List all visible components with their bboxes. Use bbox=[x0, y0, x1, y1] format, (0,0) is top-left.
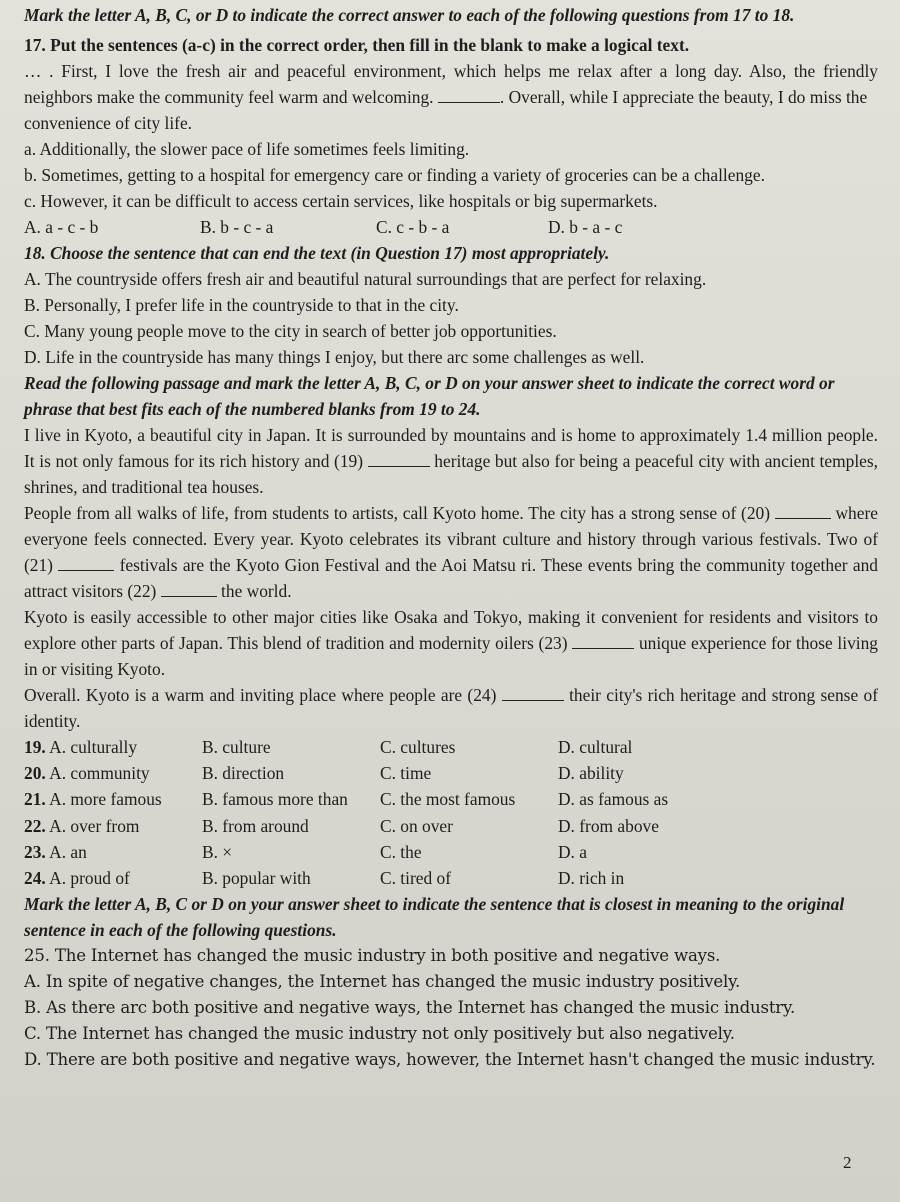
option-17-b[interactable]: B. b - c - a bbox=[200, 217, 274, 237]
option-17-c[interactable]: C. c - b - a bbox=[376, 217, 450, 237]
option-21-a[interactable]: 21. A. more famous bbox=[24, 789, 162, 810]
option-23-d[interactable]: D. a bbox=[558, 841, 587, 862]
question-25-stem: 25. The Internet has changed the music industry in both positive and negative ways. bbox=[24, 946, 721, 966]
option-22-a[interactable]: 22. A. over from bbox=[24, 815, 140, 836]
option-25-c[interactable]: C. The Internet has changed the music industry not only positively but also negatively. bbox=[24, 1024, 735, 1044]
blank-21 bbox=[58, 556, 114, 571]
instruction-25: Mark the letter A, B, C or D on your answer sheet to indicate the sentence that is closest in meaning to the original sentence in each of the following questions. bbox=[24, 894, 845, 941]
sentence-c: c. However, it can be difficult to access certain services, like hospitals or big supermarkets. bbox=[24, 191, 658, 211]
option-18-c[interactable]: C. Many young people move to the city in search of better job opportunities. bbox=[24, 321, 557, 341]
instruction-19-24: Read the following passage and mark the letter A, B, C, or D on your answer sheet to indicate the correct word or phrase that best fits each of the numbered blanks from 19 to 24. bbox=[24, 373, 835, 419]
option-22-c[interactable]: C. on over bbox=[380, 815, 453, 836]
passage-paragraph-4: Overall. Kyoto is a warm and inviting place where people are (24) their city's rich heritage and strong sense of identity. bbox=[24, 685, 878, 731]
instruction-17-18: Mark the letter A, B, C, or D to indicate the correct answer to each of the following questions from 17 to 18. bbox=[24, 5, 795, 25]
option-24-b[interactable]: B. popular with bbox=[202, 868, 311, 889]
option-24-c[interactable]: C. tired of bbox=[380, 868, 451, 889]
question-17-options bbox=[24, 214, 878, 240]
blank-23 bbox=[572, 634, 634, 649]
option-17-d[interactable]: D. b - a - c bbox=[548, 217, 623, 237]
option-18-a[interactable]: A. The countryside offers fresh air and beautiful natural surroundings that are perfect for relaxing. bbox=[24, 269, 707, 289]
passage-paragraph-2: People from all walks of life, from students to artists, call Kyoto home. The city has a strong sense of (20) where everyone feels connected. Every year. Kyoto celebrates its vibrant culture and history through various festivals. Two of (21) festivals are the Kyoto Gion Festival and the Aoi Matsu ri. These events bring the community together and attract visitors (22) the world. bbox=[24, 503, 878, 601]
option-25-d[interactable]: D. There are both positive and negative ways, however, the Internet hasn't changed the music industry. bbox=[24, 1050, 876, 1070]
option-24-d[interactable]: D. rich in bbox=[558, 868, 625, 889]
option-25-b[interactable]: B. As there arc both positive and negative ways, the Internet has changed the music industry. bbox=[24, 998, 796, 1018]
sentence-a: a. Additionally, the slower pace of life sometimes feels limiting. bbox=[24, 139, 470, 159]
option-19-b[interactable]: B. culture bbox=[202, 737, 271, 757]
question-17-text-end: convenience of city life. bbox=[24, 113, 193, 133]
option-23-a[interactable]: 23. A. an bbox=[24, 841, 87, 862]
blank-24 bbox=[502, 686, 564, 701]
option-19-c[interactable]: C. cultures bbox=[380, 737, 456, 757]
option-17-a[interactable]: A. a - c - b bbox=[24, 217, 99, 237]
option-21-d[interactable]: D. as famous as bbox=[558, 789, 669, 810]
option-25-a[interactable]: A. In spite of negative changes, the Internet has changed the music industry positively. bbox=[24, 972, 741, 992]
option-23-b[interactable]: B. × bbox=[202, 841, 233, 862]
option-20-c[interactable]: C. time bbox=[380, 763, 432, 784]
option-21-b[interactable]: B. famous more than bbox=[202, 789, 348, 810]
blank-22 bbox=[161, 582, 217, 597]
question-25 bbox=[24, 943, 878, 1073]
option-19-d[interactable]: D. cultural bbox=[558, 737, 633, 757]
option-20-a[interactable]: 20. A. community bbox=[24, 763, 150, 784]
option-21-c[interactable]: C. the most famous bbox=[380, 789, 516, 810]
page-number: 2 bbox=[843, 1153, 852, 1172]
option-18-d[interactable]: D. Life in the countryside has many things I enjoy, but there arc some challenges as well. bbox=[24, 347, 645, 367]
option-23-c[interactable]: C. the bbox=[380, 841, 422, 862]
blank-20 bbox=[775, 504, 831, 519]
sentence-b: b. Sometimes, getting to a hospital for emergency care or finding a variety of groceries can be a challenge. bbox=[24, 165, 765, 185]
option-22-d[interactable]: D. from above bbox=[558, 815, 659, 836]
option-19-a[interactable]: 19. A. culturally bbox=[24, 737, 138, 757]
option-20-d[interactable]: D. ability bbox=[558, 763, 624, 784]
option-18-b[interactable]: B. Personally, I prefer life in the countryside to that in the city. bbox=[24, 295, 459, 315]
passage-paragraph-3: Kyoto is easily accessible to other major cities like Osaka and Tokyo, making it convenient for residents and visitors to explore other parts of Japan. This blend of tradition and modernity oilers (23) unique experience for those living in or visiting Kyoto. bbox=[24, 607, 878, 679]
option-20-b[interactable]: B. direction bbox=[202, 763, 285, 784]
answer-options-grid bbox=[24, 734, 878, 891]
blank-19 bbox=[368, 452, 430, 467]
question-17-stem: 17. Put the sentences (a-c) in the correct order, then fill in the blank to make a logical text. bbox=[24, 35, 690, 55]
question-17-text: … . First, I love the fresh air and peaceful environment, which helps me relax after a long day. Also, the friendly neighbors make the community feel warm and welcoming. . Overall, while I appreciate the beauty, I do miss the bbox=[24, 61, 878, 107]
option-24-a[interactable]: 24. A. proud of bbox=[24, 868, 130, 889]
passage-paragraph-1: I live in Kyoto, a beautiful city in Japan. It is surrounded by mountains and is home to approximately 1.4 million people. It is not only famous for its rich history and (19) heritage but also for being a peaceful city with ancient temples, shrines, and traditional tea houses. bbox=[24, 425, 878, 497]
question-18-stem: 18. Choose the sentence that can end the text (in Question 17) most appropriately. bbox=[24, 243, 610, 263]
option-22-b[interactable]: B. from around bbox=[202, 815, 309, 836]
blank-17 bbox=[438, 88, 500, 103]
